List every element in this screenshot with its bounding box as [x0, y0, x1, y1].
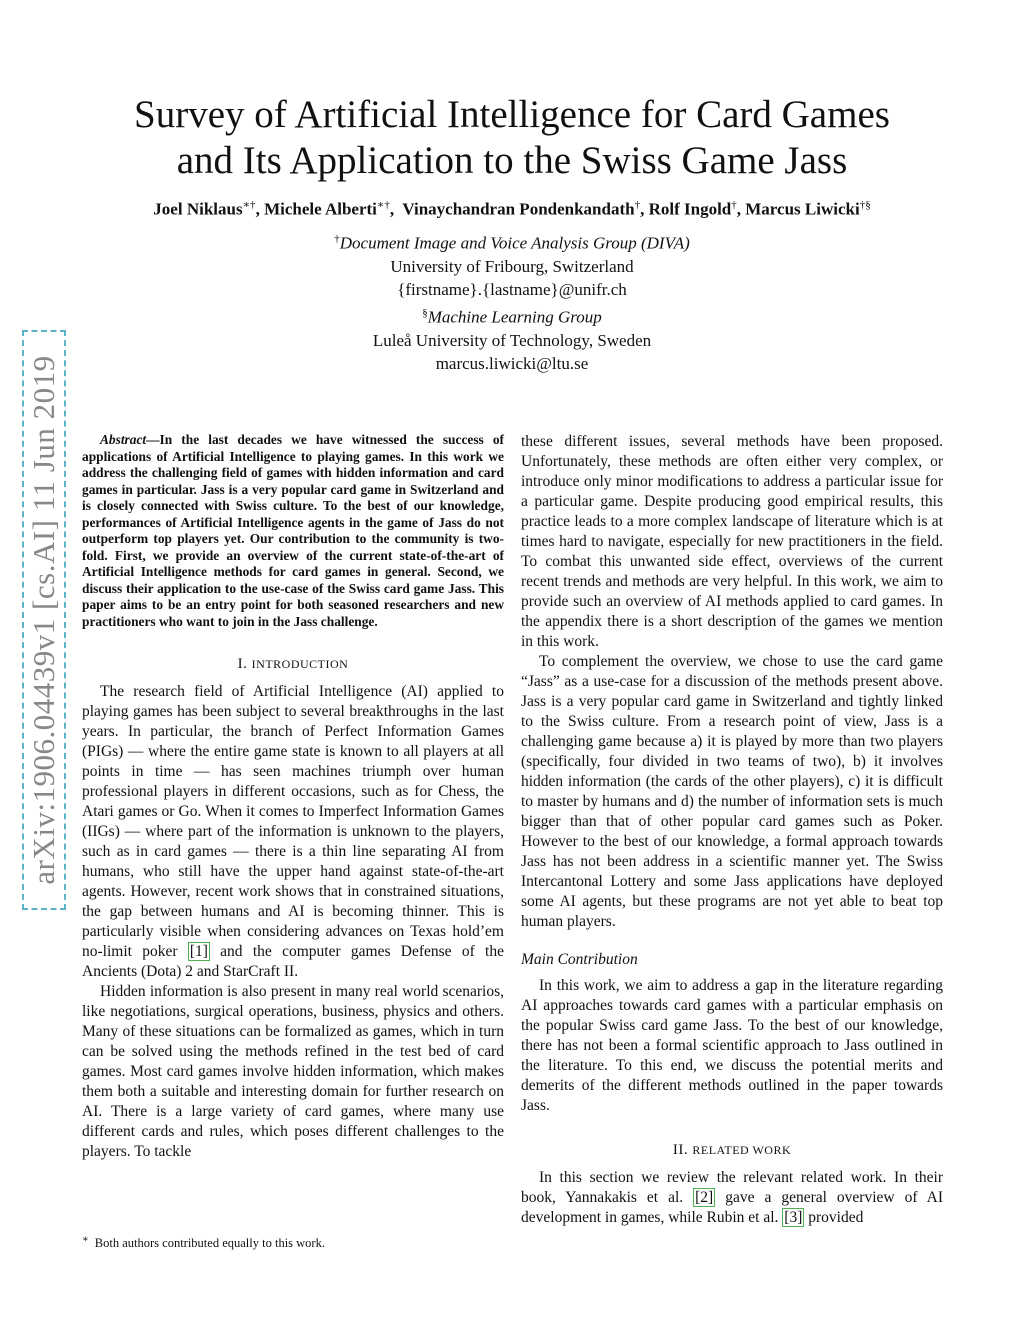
- citation-link[interactable]: [3]: [784, 1209, 803, 1226]
- section-title: INTRODUCTION: [251, 657, 349, 671]
- abstract-label: Abstract: [100, 432, 147, 447]
- author-name: Rolf Ingold: [648, 199, 732, 219]
- author-marks: †§: [859, 199, 871, 211]
- author-marks: ∗†: [242, 199, 256, 211]
- right-column: [521, 432, 943, 1228]
- affiliation-email: marcus.liwicki@ltu.se: [435, 353, 589, 373]
- author-name: Marcus Liwicki: [745, 199, 860, 219]
- abstract: [82, 432, 504, 630]
- related-text: provided: [804, 1209, 864, 1226]
- affiliation-lulea: [0, 302, 1024, 375]
- section-title: RELATED WORK: [692, 1143, 792, 1157]
- title-line-1: Survey of Artificial Intelligence for Card Games: [134, 93, 890, 136]
- abstract-text: —In the last decades we have witnessed the success of applications of Artificial Intelligence to playing games. In this work we address the challenging field of games with hidden information and card games in particular. Jass is a very popular card game in Switzerland and is closely connected with Swiss culture. To the best of our knowledge, performances of Artificial Intelligence agents in the game of Jass do not outperform top players yet. Our contribution to the community is two-fold. First, we provide an overview of the current state-of-the-art of Artificial Intelligence methods for card games in general. Second, we discuss their application to the use-case of the Swiss card game Jass. This paper aims to be an entry point for both seasoned researchers and new practitioners who want to join in the Jass challenge.: [82, 432, 504, 629]
- right-paragraph-2: To complement the overview, we chose to use the card game “Jass” as a use-case for a discussion of the methods present above. Jass is a very popular card game in Switzerland and tightly linked to the Swiss culture. From a research point of view, Jass is a challenging game because a) it is played by more than two players (specifically, four divided in two teams of two), b) it involves hidden information (the cards of the other players), c) it is difficult to master by humans and d) the number of information sets is much bigger than that of other popular card games such as Poker. However to the best of our knowledge, a formal approach towards Jass has not been address in a scientific manner yet. The Swiss Intercantonal Lottery and some Jass applications have deployed some AI agents, but these programs are not yet able to beat top human players.: [521, 653, 943, 930]
- author-name: Joel Niklaus: [153, 199, 243, 219]
- affiliation-fribourg: [0, 228, 1024, 301]
- footnote-text: Both authors contributed equally to this work.: [94, 1236, 325, 1251]
- arxiv-stamp: [22, 330, 66, 910]
- author-marks: †: [634, 199, 641, 211]
- main-contribution-paragraph: In this work, we aim to address a gap in the literature regarding AI approaches towards card games with a particular emphasis on the popular Swiss card game Jass. To the best of our knowledge, there has not been a formal scientific approach to Jass outlined in the literature. To this end, we discuss the potential merits and demerits of the different methods outlined in the paper towards Jass.: [521, 977, 943, 1114]
- right-paragraph-1: these different issues, several methods have been proposed. Unfortunately, these methods are often either very complex, or introduce only minor modifications to address a particular issue for a particular game. Despite producing good empirical results, this practice leads to a more complex landscape of literature which is at times hard to navigate, especially for new practitioners in the field. To combat this unwanted side effect, overviews of the current recent trends and methods are very helpful. In this work, we aim to provide such an overview of AI methods applied to card games. In the appendix there is a short description of the games we mention in this work.: [521, 433, 943, 650]
- affiliation-mark: §: [422, 307, 428, 319]
- section-heading-introduction: [82, 654, 504, 674]
- affiliation-group: Machine Learning Group: [427, 307, 602, 327]
- affiliation-group: Document Image and Voice Analysis Group (DIVA): [339, 233, 690, 253]
- affiliation-email: {firstname}.{lastname}@unifr.ch: [397, 279, 627, 299]
- left-column: [82, 432, 504, 1162]
- author-name: Michele Alberti: [264, 199, 377, 219]
- related-work-paragraph: [521, 1168, 943, 1228]
- section-number: I.: [237, 656, 248, 672]
- author-list: Joel Niklaus∗†, Michele Alberti∗†, Vinaychandran Pondenkandath†, Rolf Ingold†, Marcus Liwicki†§: [153, 199, 871, 219]
- footnote-mark: ∗: [82, 1234, 89, 1245]
- related-text: In this section we review the relevant related work. In their book, Yannakakis et al.: [521, 1169, 943, 1206]
- intro-text: and the computer games Defense of the Ancients (Dota) 2 and StarCraft II.: [82, 943, 504, 980]
- arxiv-id: arXiv:1906.04439v1 [cs.AI] 11 Jun 2019: [26, 355, 61, 885]
- author-name: Vinaychandran Pondenkandath: [402, 199, 635, 219]
- affiliation-mark: †: [334, 233, 340, 245]
- paper-title: [0, 92, 1024, 184]
- intro-paragraph-2: Hidden information is also present in many real world scenarios, like negotiations, surgical operations, business, physics and others. Many of these situations can be formalized as games, which in turn can be solved using the methods refined in the test bed of card games. Most card games involve hidden information, which makes them both a suitable and interesting domain for further research on AI. There is a large variety of card games, where many use different cards and rules, which poses different challenges to the players. To tackle: [82, 983, 504, 1160]
- citation-link[interactable]: [2]: [695, 1189, 714, 1206]
- subsection-heading: Main Contribution: [521, 951, 638, 968]
- related-text: gave a general overview of AI development in games, while Rubin et al.: [521, 1189, 943, 1226]
- intro-text: The research field of Artificial Intelligence (AI) applied to playing games has been subject to several breakthroughs in the last years. In particular, the branch of Perfect Information Games (PIGs) — where the entire game state is known to all players at all points in time — has seen machines triumph over human professional players in different occasions, such as for Chess, the Atari games or Go. When it comes to Imperfect Information Games (IIGs) — where part of the information is unknown to the players, such as in card games — there is a thin line separating AI from humans, who still have the upper hand against state-of-the-art agents. However, recent work shows that in constrained situations, the gap between humans and AI is becoming thinner. This is particularly visible when considering advances on Texas hold’em no-limit poker: [82, 683, 504, 960]
- section-heading-related-work: [521, 1140, 943, 1160]
- intro-paragraph-1: [82, 682, 504, 982]
- author-marks: †: [731, 199, 737, 211]
- author-marks: ∗†: [376, 199, 390, 211]
- citation-link[interactable]: [1]: [189, 943, 208, 960]
- footnote: [82, 1234, 504, 1251]
- affiliation-university: University of Fribourg, Switzerland: [390, 256, 634, 276]
- title-line-2: and Its Application to the Swiss Game Jass: [176, 139, 848, 182]
- affiliation-university: Luleå University of Technology, Sweden: [372, 330, 652, 350]
- section-number: II.: [672, 1142, 689, 1158]
